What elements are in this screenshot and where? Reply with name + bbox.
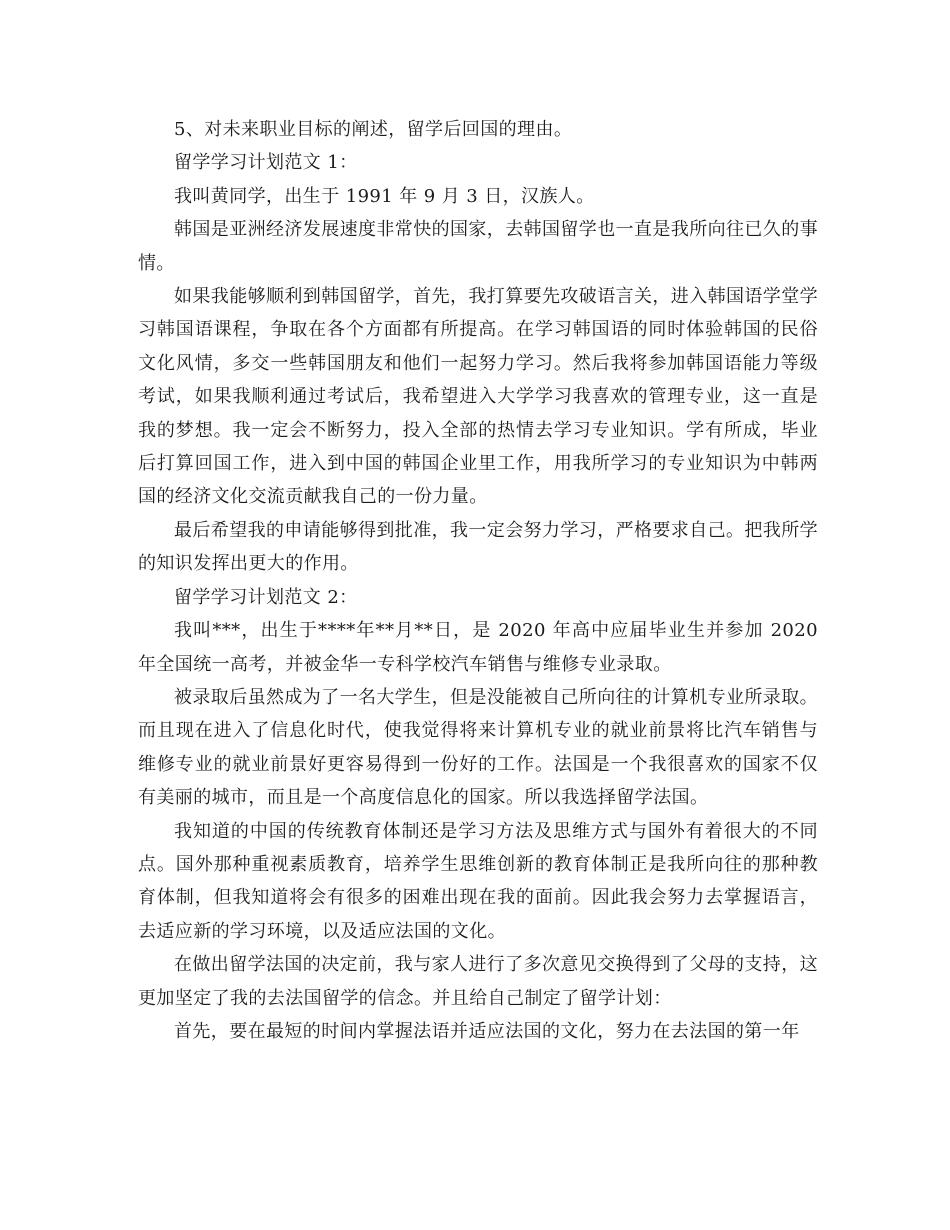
- document-body: [138, 113, 818, 1048]
- paragraph-career-goal: 5、对未来职业目标的阐述，留学后回国的理由。: [174, 119, 573, 140]
- heading-sample-2: 留学学习计划范文 2：: [174, 586, 358, 608]
- paragraph-intro-2: 我叫***，出生于****年**月**日，是 2020 年高中应届毕业生并参加 2020 年全国统一高考，并被金华一专科学校汽车销售与维修专业录取。: [138, 620, 818, 675]
- heading-sample-1: 留学学习计划范文 1：: [174, 152, 358, 174]
- paragraph-admission: 被录取后虽然成为了一名大学生，但是没能被自己所向往的计算机专业所录取。而且现在进入了信息化时代，使我觉得将来计算机专业的就业前景将比汽车销售与维修专业的就业前景好更容易得到一份好的工作。法国是一个我很喜欢的国家不仅有美丽的城市，而且是一个高度信息化的国家。所以我选择留学法国。: [138, 686, 818, 809]
- paragraph-education: 我知道的中国的传统教育体制还是学习方法及思维方式与国外有着很大的不同点。国外那种重视素质教育，培养学生思维创新的教育体制正是我所向往的那种教育体制，但我知道将会有很多的困难出现在我的面前。因此我会努力去掌握语言，去适应新的学习环境，以及适应法国的文化。: [138, 820, 818, 942]
- paragraph-closing-1: 最后希望我的申请能够得到批准，我一定会努力学习，严格要求自己。把我所学的知识发挥出更大的作用。: [138, 519, 818, 575]
- paragraph-korea-plan: 如果我能够顺利到韩国留学，首先，我打算要先攻破语言关，进入韩国语学堂学习韩国语课程，争取在各个方面都有所提高。在学习韩国语的同时体验韩国的民俗文化风情，多交一些韩国朋友和他们一起努力学习。然后我将参加韩国语能力等级考试，如果我顺利通过考试后，我希望进入大学学习我喜欢的管理专业，这一直是我的梦想。我一定会不断努力，投入全部的热情去学习专业知识。学有所成，毕业后打算回国工作，进入到中国的韩国企业里工作，用我所学习的专业知识为中韩两国的经济文化交流贡献我自己的一份力量。: [138, 286, 818, 508]
- paragraph-decision: 在做出留学法国的决定前，我与家人进行了多次意见交换得到了父母的支持，这更加坚定了我的去法国留学的信念。并且给自己制定了留学计划：: [138, 954, 818, 1009]
- paragraph-korea: 韩国是亚洲经济发展速度非常快的国家，去韩国留学也一直是我所向往已久的事情。: [138, 219, 818, 274]
- paragraph-intro-1: 我叫黄同学，出生于 1991 年 9 月 3 日，汉族人。: [174, 185, 595, 207]
- paragraph-plan-first: 首先，要在最短的时间内掌握法语并适应法国的文化，努力在去法国的第一年: [174, 1020, 800, 1042]
